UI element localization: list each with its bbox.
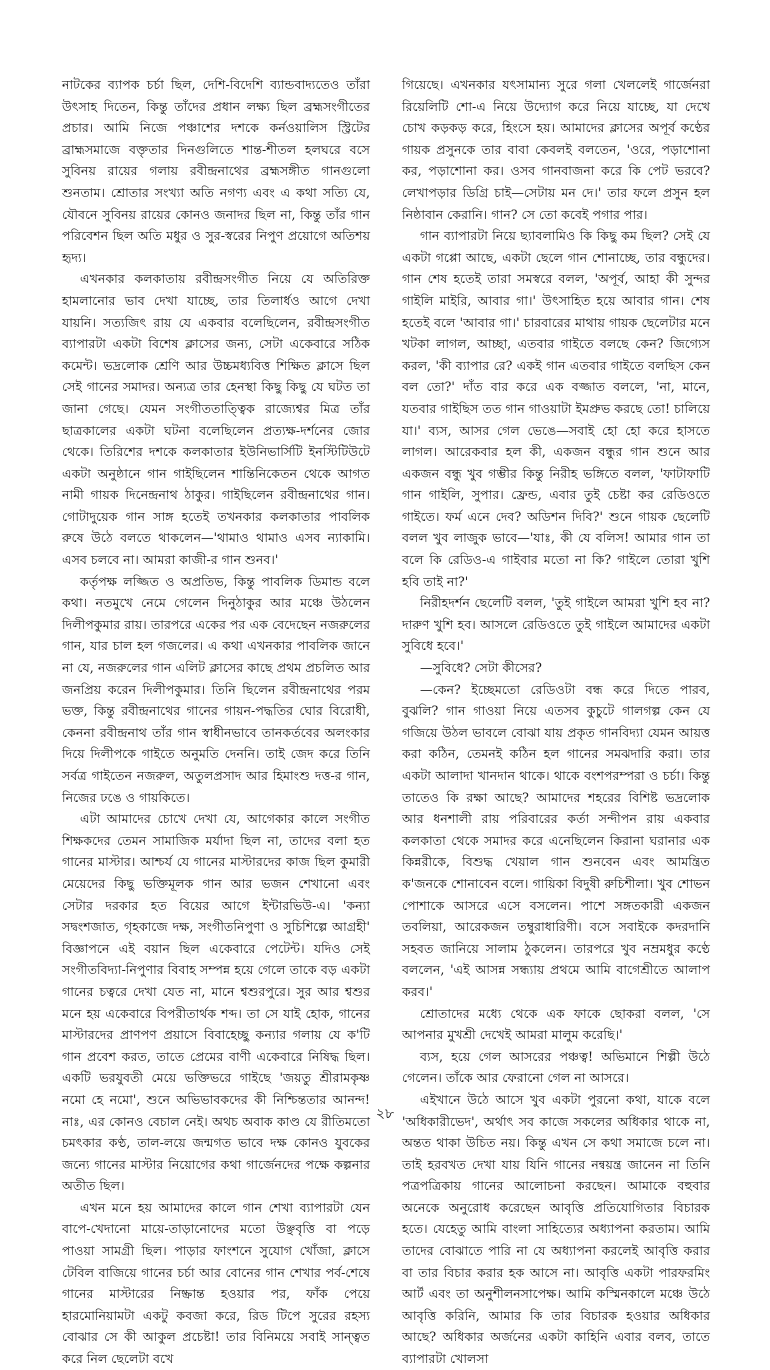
paragraph: এখন মনে হয় আমাদের কালে গান শেখা ব্যাপারটা যেন বাপে-খেদানো মায়ে-তাড়ানোদের মতো উঞ্ছবৃত্তি বা পড়ে পাওয়া সামগ্রী ছিল। পাড়ার ফাংশনে সুযোগ খোঁজা, ক্লাসে টেবিল বাজিয়ে গানের চর্চা আর বোনের গান শেখার পর্ব-শেষে গানের মাস্টারের নিষ্ক্রান্ত হওয়ার পর, ফাঁক পেয়ে হারমোনিয়ামটা একটু কবজা করে, রিড টিপে সুরের রহস্য বোঝার সে কী আকুল প্রচেষ্টা! তার বিনিময়ে সবাই সান্ত্বত করে নিল ছেলেটা বখে	[62, 1199, 370, 1367]
paragraph: নিরীহদর্শন ছেলেটি বলল, 'তুই গাইলে আমরা খুশি হব না? দারুণ খুশি হব। আসলে রেডিওতে তুই গাইলে আমাদের একটা সুবিধে হবে।'	[402, 595, 710, 654]
paragraph: গিয়েছে। এখনকার যৎসামান্য সুরে গলা খেললেই গার্জেনরা রিয়েলিটি শো-এ নিয়ে উদ্যোগ করে নিয়ে যাচ্ছে, যা দেখে চোখ কড়কড় করে, হিংসে হয়। আমাদের ক্লাসের অপূর্ব কণ্ঠের গায়ক প্রসুনকে তার বাবা কেবলই বলতেন, 'ওরে, পড়াশোনা কর, পড়াশোনা কর। ওসব গানবাজনা করে কি পেট ভরবে? লেখাপড়ার ডিগ্রি চাই—সেটায় মন দে।' তার ফলে প্রসুন হল নিষ্ঠাবান কেরানি। গান? সে তো কবেই পগার পার।	[402, 77, 710, 222]
paragraph: গান ব্যাপারটা নিয়ে ছ্যাবলামিও কি কিছু কম ছিল? সেই যে একটা গপ্পো আছে, একটা ছেলে গান শোনাচ্ছে, তার বন্ধুদের। গান শেষ হতেই তারা সমস্বরে বলল, 'অপূর্ব, আহা কী সুন্দর গাইলি মাইরি, আবার গা।' উৎসাহিত হয়ে আবার গান। শেষ হতেই বলে 'আবার গা।' চারবারের মাথায় গায়ক ছেলেটার মনে খটকা লাগল, আচ্ছা, এতবার গাইতে বলছে কেন? জিগ্যেস করল, 'কী ব্যাপার রে? একই গান এতবার গাইতে বলছিস কেন বল তো?' দাঁত বার করে এক বজ্জাত বললে, 'না, মানে, যতবার গাইছিস তত গান গাওয়াটা ইমপ্রুভ করছে তো! চালিয়ে যা।' ব্যস, আসর গেল ভেঙে—সবাই হো হো করে হাসতে লাগল। আরেকবার হল কী, একজন বন্ধুর গান শুনে আর একজন বন্ধু খুব গম্ভীর কিন্তু নিরীহ ভঙ্গিতে বলল, 'ফাটাফাটি গান গাইলি, সুপার। ফ্রেন্ড, এবার তুই চেষ্টা কর রেডিওতে গাইতে। ফর্ম এনে দেব? অডিশন দিবি?' শুনে গায়ক ছেলেটি বলল খুব লাজুক ভাবে—'যাঃ, কী যে বলিস! আমার গান তা বলে কি রেডিও-এ গাইবার মতো না কি? গাইলে তোরা খুশি হবি তাই না?'	[402, 228, 710, 589]
paragraph: ব্যস, হয়ে গেল আসরের পঞ্চত্ব! অভিমানে শিল্পী উঠে গেলেন। তাঁকে আর ফেরানো গেল না আসরে।	[402, 1048, 710, 1086]
paragraph: —সুবিধে? সেটা কীসের?	[420, 660, 542, 676]
paragraph: শ্রোতাদের মধ্যে থেকে এক ফাকে ছোকরা বলল, 'সে আপনার মুখশ্রী দেখেই আমরা মালুম করেছি।'	[402, 1005, 710, 1043]
paragraph: এটা আমাদের চোখে দেখা যে, আগেকার কালে সংগীত শিক্ষকদের তেমন সামাজিক মর্যাদা ছিল না, তাদের বলা হত গানের মাস্টার। আশ্চর্য যে গানের মাস্টারদের কাজ ছিল কুমারী মেয়েদের কিছু ভক্তিমূলক গান আর ভজন শেখানো এবং সেটার দরকার হত বিয়ের আগে ইন্টারভিউ-এ। 'কন্যা সদ্বংশজাত, গৃহকাজে দক্ষ, সংগীতনিপুণা ও সুচিশিল্পে আগ্রহী' বিজ্ঞাপনে এই বয়ান ছিল একেবারে পেটেন্ট। যদিও সেই সংগীতবিদ্যা-নিপুণার বিবাহ সম্পন্ন হয়ে গেলে তাকে বড় একটা গানের চত্বরে দেখা যেত না, মানে শ্বশুরপুরে। সুর আর শ্বশুর মনে হয় একেবারে বিপরীতার্থক শব্দ। তা সে যাই হোক, গানের মাস্টারদের প্রাণপণ প্রয়াসে বিবাহেচ্ছু কন্যার গলায় যে ক'টি গান প্রবেশ করত, তাতে প্রেমের বাণী একেবারে নিষিদ্ধ ছিল। একটি ভরযুবতী মেয়ে ভক্তিভরে গাইছে 'জয়তু শ্রীরামকৃষ্ণ নমো হে নমো', শুনে অভিভাবকদের কী নিশ্চিন্ততার আনন্দ! নাঃ, এর কোনও বেচাল নেই। অথচ অবাক কাণ্ড যে রীতিমতো চমৎকার কণ্ঠ, তাল-লয়ে জন্মগত ভাবে দক্ষ কোনও যুবকের জন্যে গানের মাস্টার নিয়োগের কথা গার্জেনদের পক্ষে কল্পনার অতীত ছিল।	[62, 811, 370, 1194]
paragraph: এইখানে উঠে আসে খুব একটা পুরনো কথা, যাকে বলে 'অধিকারীভেদ', অর্থাৎ সব কাজে সকলের অধিকার থাকে না, অন্তত থাকা উচিত নয়। কিন্তু এখন সে কথা সমাজে চলে না। তাই হরবখত দেখা যায় যিনি গানের নন্বয়ন্ত্র জানেন না তিনি পত্রপত্রিকায় গানের আলোচনা করছেন। আমাকে বহুবার অনেকে অনুরোধ করেছেন আবৃত্তি প্রতিযোগিতার বিচারক হতে। যেহেতু আমি বাংলা সাহিত্যের অধ্যাপনা করতাম। আমি তাদের বোঝাতে পারি না যে অধ্যাপনা করলেই আবৃত্তি করার বা তার বিচার করার হক আসে না। আবৃত্তি একটা পারফরমিং আর্ট এবং তা অনুশীলনসাপেক্ষ। আমি কস্মিনকালে মঞ্চে উঠে আবৃত্তি করিনি, আমার কি তার বিচারক হওয়ার অধিকার আছে? অধিকার অর্জনের একটা কাহিনি এবার বলব, তাতে ব্যাপারটা খোলসা	[402, 1091, 710, 1367]
paragraph: নাটকের ব্যাপক চর্চা ছিল, দেশি-বিদেশি ব্যান্ডবাদ্যতেও তাঁরা উৎসাহ দিতেন, কিন্তু তাঁদের প্রধান লক্ষ্য ছিল ব্রহ্মসংগীতের প্রচার। আমি নিজে পঞ্চাশের দশকে কর্নওয়ালিস স্ট্রিটের ব্রাহ্মসমাজে বক্তৃতার দিনগুলিতে শান্ত-শীতল হলঘরে বসে সুবিনয় রায়ের গলায় রবীন্দ্রনাথের ব্রহ্মসঙ্গীত গানগুলো শুনতাম। শ্রোতার সংখ্যা অতি নগণ্য এবং এ কথা সত্যি যে, যৌবনে সুবিনয় রায়ের কোনও জনাদর ছিল না, কিন্তু তাঁর গান পরিবেশন ছিল অতি মধুর ও সুর-স্বরের নিপুণ প্রয়োগে অতিশয় হৃদ্য।	[62, 77, 370, 265]
paragraph: কর্তৃপক্ষ লজ্জিত ও অপ্রতিভ, কিন্তু পাবলিক ডিমান্ড বলে কথা। নতমুখে নেমে গেলেন দিনুঠাকুর আর মঞ্চে উঠলেন দিলীপকুমার রায়। তারপরে একের পর এক বেদেছেন নজরুলের গান, যার চাল হল গজলের। এ কথা এখনকার পাবলিক জানে না যে, নজরুলের গান এলিট ক্লাসের কাছে প্রথম প্রচলিত আর জনপ্রিয় করেন দিলীপকুমার। তিনি ছিলেন রবীন্দ্রনাথের পরম ভক্ত, কিন্তু রবীন্দ্রনাথের গানের গায়ন-পদ্ধতির ঘোর বিরোধী, কেননা রবীন্দ্রনাথ তাঁর গান স্বাধীনভাবে তানকর্তবের অলংকার দিয়ে দিলীপকে গাইতে অনুমতি দেননি। তাই জেদ করে তিনি সর্বত্র গাইতেন নজরুল, অতুলপ্রসাদ আর হিমাংশু দত্ত-র গান, নিজের ঢঙে ও গায়কিতে।	[62, 573, 370, 805]
right-column	[402, 74, 710, 1367]
paragraph: এখনকার কলকাতায় রবীন্দ্রসংগীত নিয়ে যে অতিরিক্ত হামলানোর ভাব দেখা যাচ্ছে, তার তিলার্ধও আগে দেখা যায়নি। সত্যজিৎ রায় যে একবার বলেছিলেন, রবীন্দ্রসংগীত ব্যাপারটা একটা বিশেষ ক্লাসের জন্য, সেটা একেবারে সঠিক কমেন্ট। ভদ্রলোক শ্রেণি আর উচ্চমধ্যবিত্ত শিক্ষিত ক্লাসে ছিল সেই গানের সমাদর। অন্যত্র তার হেনস্থা কিছু কিছু যে ঘটত তা জানা গেছে। যেমন সংগীততাত্ত্বিক রাজ্যেশ্বর মিত্র তাঁর ছাত্রকালের একটা ঘটনা বলেছিলেন প্রত্যক্ষ-দর্শনের জোর থেকে। তিরিশের দশকে কলকাতার ইউনিভার্সিটি ইনস্টিটিউটে একটা অনুষ্ঠানে গান গাইছিলেন শান্তিনিকেতন থেকে আগত নামী গায়ক দিনেন্দ্রনাথ ঠাকুর। গাইছিলেন রবীন্দ্রনাথের গান। গোটাদুয়েক গান সাঙ্গ হতেই তখনকার কলকাতার পাবলিক রুষে উঠে বলতে থাকলেন—'থামাও থামাও এসব ন্যাকামি। এসব চলবে না। আমরা কাজী-র গান শুনব।'	[62, 271, 370, 568]
page-number: ২৮	[375, 1106, 395, 1122]
paragraph: —কেন? ইচ্ছেমতো রেডিওটা বন্ধ করে দিতে পারব, বুঝলি? গান গাওয়া নিয়ে এতসব কুচুটে গালগল্প কেন যে গজিয়ে উঠল ভাবলে বোঝা যায় প্রকৃত গানবিদ্যা যেমন আয়ত্ত করা কঠিন, তেমনই কঠিন হল গানের সমঝদারি করা। তার একটা আলাদা খানদান থাকে। থাকে বংশপরম্পরা ও চর্চা। কিন্তু তাতেও কি রক্ষা আছে? আমাদের শহরের বিশিষ্ট ভদ্রলোক আর ধনশালী রায় পরিবারের কর্তা সন্দীপন রায় একবার কলকাতা থেকে সমাদর করে এনেছিলেন কিরানা ঘরানার এক কিন্নরীকে, বিশুদ্ধ খেয়াল গান শুনবেন এবং আমন্ত্রিত ক'জনকে শোনাবেন বলে। গায়িকা বিদুষী রুচিশীলা। খুব শোভন পোশাকে আসরে এসে বসলেন। পাশে সঙ্গতকারী একজন তবলিয়া, আরেকজন তম্বুরাধারিণী। বসে সবাইকে কদরদানি সহবত জানিয়ে সালাম ঠুকলেন। তারপরে খুব নম্রমধুর কণ্ঠে বললেন, 'এই আসন্ন সন্ধ্যায় প্রথমে আমি বাগেশ্রীতে আলাপ করব।'	[402, 681, 710, 999]
left-column	[62, 74, 370, 1367]
